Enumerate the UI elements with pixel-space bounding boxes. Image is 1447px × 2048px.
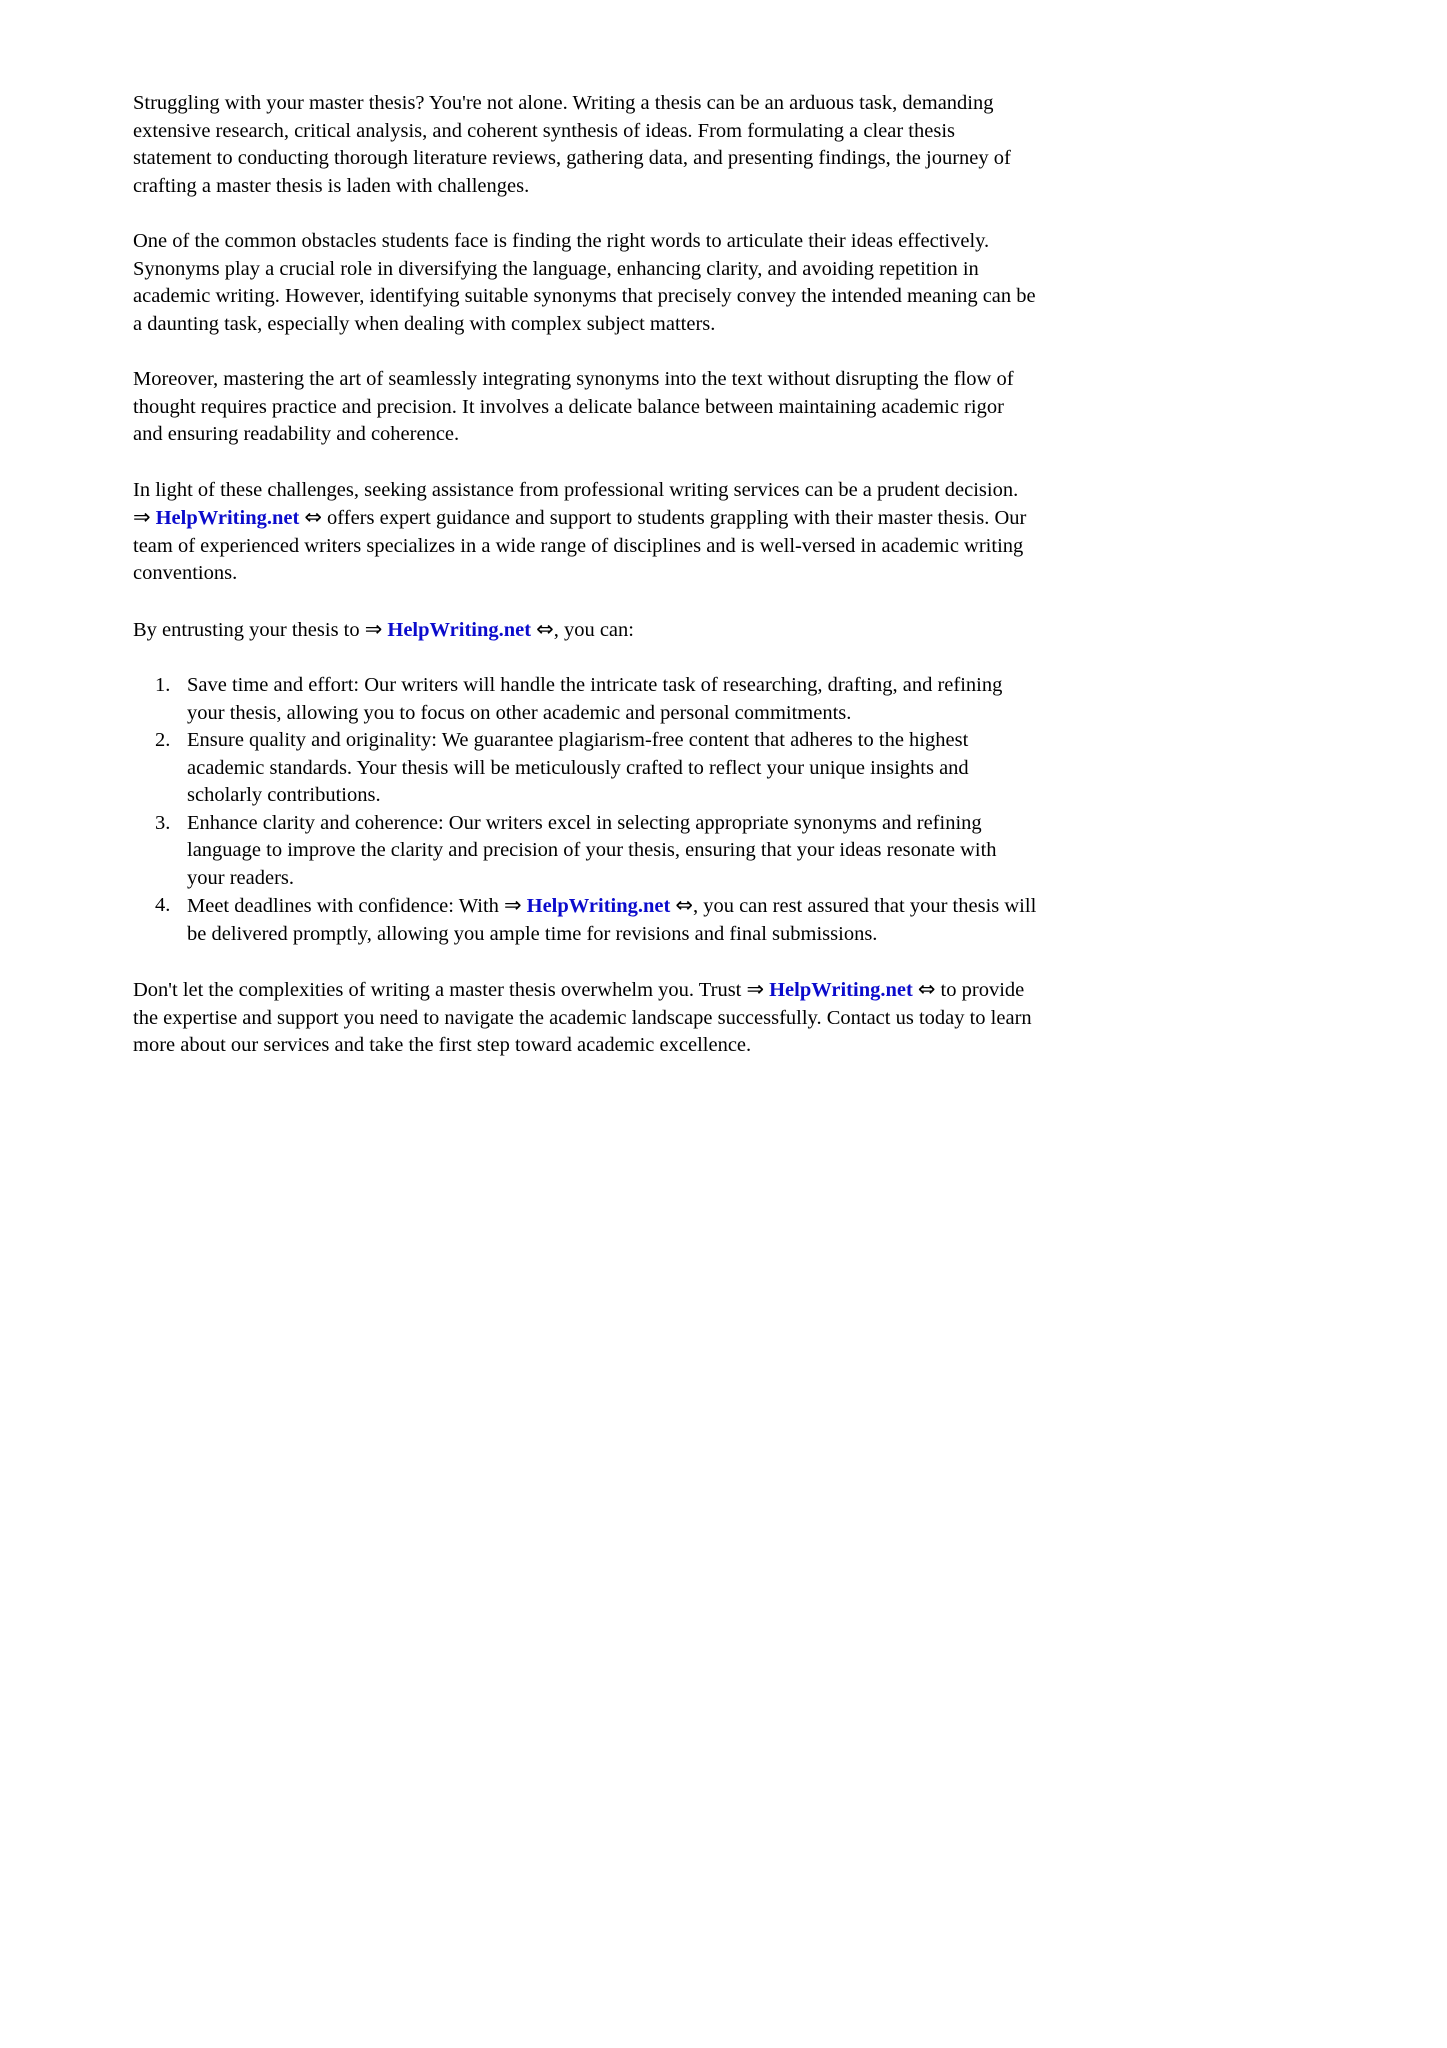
- double-arrow-right-icon: ⇒: [746, 977, 765, 1001]
- helpwriting-link[interactable]: HelpWriting.net: [155, 507, 300, 529]
- helpwriting-link[interactable]: HelpWriting.net: [387, 618, 532, 641]
- list-item-clarity: [155, 810, 1038, 893]
- paragraph-text: Don't let the complexities of writing a master thesis overwhelm you. Trust: [133, 979, 747, 1001]
- list-item-text: Enhance clarity and coherence: Our writers excel in selecting appropriate synonyms and refining language to improve the clarity and precision of your thesis, ensuring that your ideas resonate with your readers.: [187, 811, 997, 889]
- paragraph-intro: [133, 90, 1038, 200]
- benefits-list: [133, 672, 1038, 948]
- helpwriting-link[interactable]: HelpWriting.net: [769, 979, 913, 1001]
- double-arrow-leftright-icon: ⇔: [304, 505, 322, 529]
- paragraph-closing: [133, 976, 1038, 1060]
- list-number: 2.: [155, 729, 171, 751]
- paragraph-text: , you can:: [553, 618, 634, 641]
- paragraph-obstacles: [133, 228, 1038, 338]
- paragraph-text: offers expert guidance and support to students grappling with their master thesis. Our team of experienced writers specializes in a wide range of disciplines and is well-versed in academic writing conventions.: [133, 507, 1027, 584]
- list-item-text: , you can rest assured that your thesis will be delivered promptly, allowing you ample time for revisions and final submissions.: [187, 895, 1037, 945]
- double-arrow-leftright-icon: ⇔: [675, 893, 693, 917]
- list-item-save-time: [155, 672, 1038, 727]
- paragraph-text: Moreover, mastering the art of seamlessly integrating synonyms into the text without disrupting the flow of thought requires practice and precision. It involves a delicate balance between maintaining academic rigor and ensuring readability and coherence.: [133, 368, 1014, 445]
- double-arrow-right-icon: ⇒: [504, 893, 522, 917]
- double-arrow-leftright-icon: ⇔: [917, 977, 936, 1001]
- list-item-text: Ensure quality and originality: We guarantee plagiarism-free content that adheres to the highest academic standards. Your thesis will be meticulously crafted to reflect your unique insights and scholarly contributions.: [187, 729, 969, 806]
- paragraph-text: One of the common obstacles students face is finding the right words to articulate their ideas effectively. Synonyms play a crucial role in diversifying the language, enhancing clarity, and avoiding repetition in academic writing. However, identifying suitable synonyms that precisely convey the intended meaning can be a daunting task, especially when dealing with complex subject matters.: [133, 230, 1036, 335]
- paragraph-text: By entrusting your thesis to: [133, 618, 365, 641]
- double-arrow-leftright-icon: ⇔: [536, 616, 554, 641]
- list-item-text: Meet deadlines with confidence: With: [187, 895, 505, 917]
- list-item-deadlines: [155, 892, 1038, 948]
- list-item-quality: [155, 727, 1038, 810]
- paragraph-services: [133, 477, 1038, 588]
- paragraph-text: Struggling with your master thesis? You're not alone. Writing a thesis can be an arduous task, demanding extensive research, critical analysis, and coherent synthesis of ideas. From formulating a clear thesis statement to conducting thorough literature reviews, gathering data, and presenting findings, the journey of crafting a master thesis is laden with challenges.: [133, 92, 1011, 197]
- list-item-text: Save time and effort: Our writers will handle the intricate task of researching, drafting, and refining your thesis, allowing you to focus on other academic and personal commitments.: [187, 674, 1003, 724]
- list-number: 3.: [155, 811, 171, 834]
- document-body: [133, 62, 1038, 1088]
- helpwriting-link[interactable]: HelpWriting.net: [526, 895, 671, 917]
- double-arrow-right-icon: ⇒: [133, 505, 151, 529]
- double-arrow-right-icon: ⇒: [364, 616, 383, 641]
- paragraph-text: In light of these challenges, seeking assistance from professional writing services can be a prudent decision.: [133, 478, 1019, 501]
- paragraph-integration: [133, 366, 1038, 449]
- paragraph-text: to provide the expertise and support you need to navigate the academic landscape successfully. Contact us today to learn more about our services and take the first step toward academic excellence.: [133, 979, 1032, 1056]
- paragraph-entrusting: [133, 616, 1038, 645]
- list-number: 4.: [155, 894, 171, 916]
- list-number: 1.: [155, 674, 171, 696]
